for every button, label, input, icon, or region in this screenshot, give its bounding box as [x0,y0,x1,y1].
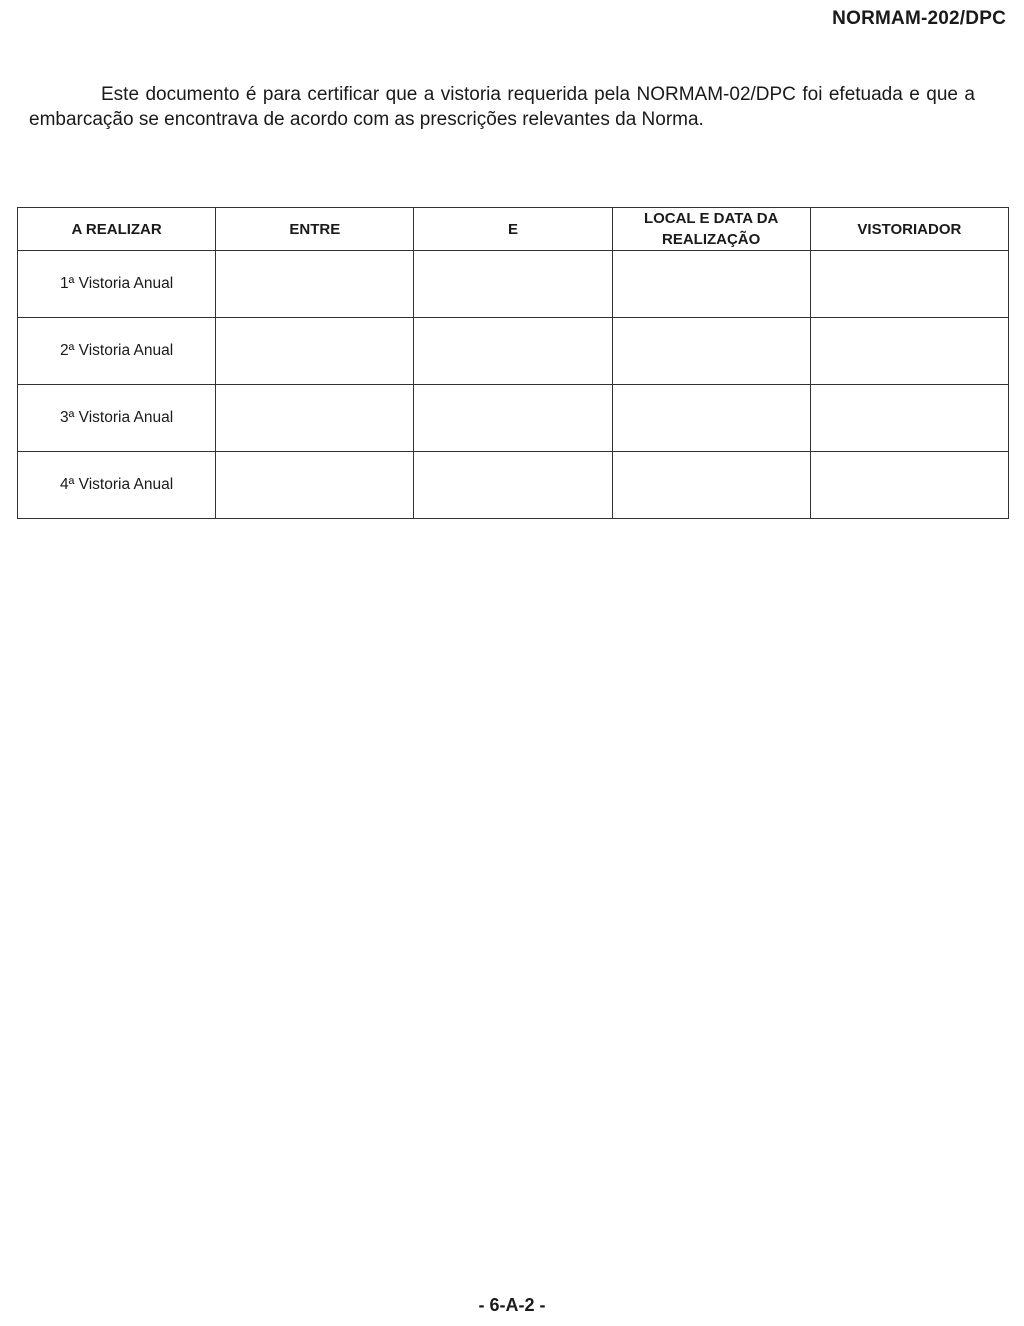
table-row [18,452,1009,519]
cell-entre[interactable] [216,452,414,519]
row-label: 4ª Vistoria Anual [18,452,216,519]
cell-entre[interactable] [216,318,414,385]
table-header-row [18,208,1009,251]
cell-local-data[interactable] [612,318,810,385]
header-local-data-line1: LOCAL E DATA DA [643,210,779,227]
cell-entre[interactable] [216,385,414,452]
table-row [18,385,1009,452]
row-label: 1ª Vistoria Anual [18,251,216,318]
header-vistoriador: VISTORIADOR [810,208,1008,251]
cell-e[interactable] [414,385,612,452]
cell-vistoriador[interactable] [810,251,1008,318]
table-row [18,318,1009,385]
row-label: 2ª Vistoria Anual [18,318,216,385]
header-e: E [414,208,612,251]
cell-local-data[interactable] [612,452,810,519]
row-label: 3ª Vistoria Anual [18,385,216,452]
cell-e[interactable] [414,452,612,519]
header-local-data [612,208,810,251]
header-entre: ENTRE [216,208,414,251]
cell-local-data[interactable] [612,251,810,318]
cell-e[interactable] [414,251,612,318]
intro-paragraph: Este documento é para certificar que a vistoria requerida pela NORMAM-02/DPC foi efetuada e que a embarcação se encontrava de acordo com as prescrições relevantes da Norma. [29,84,975,130]
cell-vistoriador[interactable] [810,385,1008,452]
cell-vistoriador[interactable] [810,452,1008,519]
header-local-data-line2: REALIZAÇÃO [661,231,761,248]
cell-vistoriador[interactable] [810,318,1008,385]
cell-entre[interactable] [216,251,414,318]
survey-table [17,207,1009,519]
table-row [18,251,1009,318]
cell-e[interactable] [414,318,612,385]
document-code: NORMAM-202/DPC [832,8,1006,29]
page-number: - 6-A-2 - [478,1295,546,1315]
cell-local-data[interactable] [612,385,810,452]
header-a-realizar: A REALIZAR [18,208,216,251]
